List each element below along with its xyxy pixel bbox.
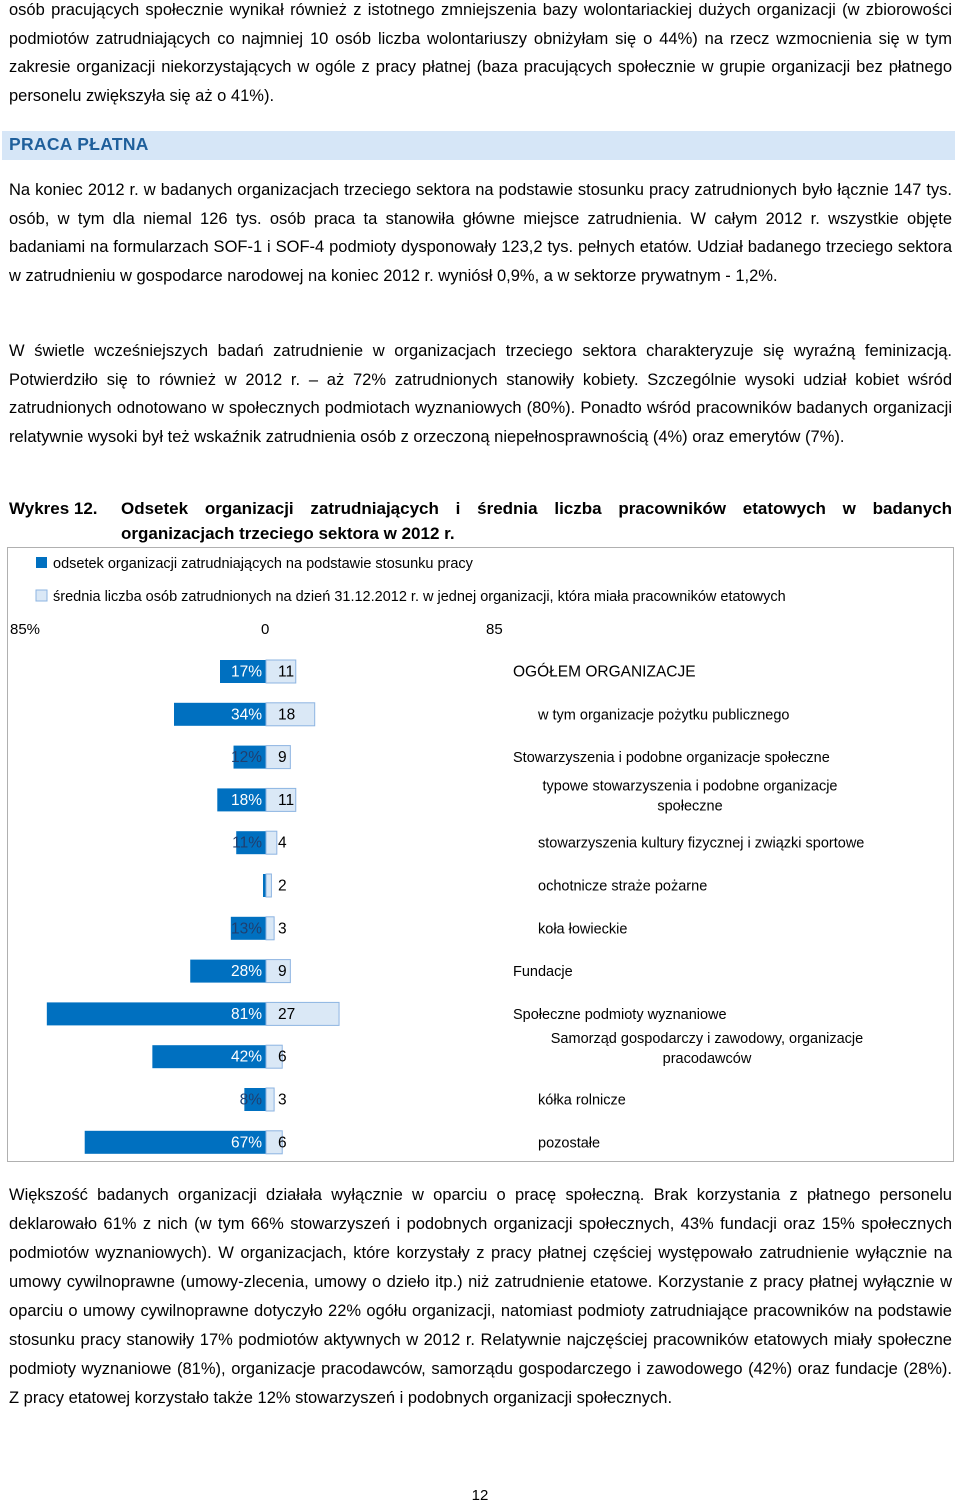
intro-paragraph: osób pracujących społecznie wynikał również z istotnego zmniejszenia bazy wolontariackiej dużych organizacji (w zbiorowości podmiotów zatrudniających co najmniej 10 osób liczba wolontariuszy obniżyłam się o 44%) na rzecz wzmocnienia się w tym zakresie organizacji niekorzystających w ogóle z pracy płatnej (baza pracujących społecznie w grupie organizacji bez płatnego personelu zwiększyła się aż o 41%). [9,1,952,105]
avg-bar-label: 9 [278,749,287,767]
category-label: OGÓŁEM ORGANIZACJE [513,663,696,681]
axis-tick-left: 85% [10,621,41,638]
pct-bar-label: 42% [230,1048,262,1066]
avg-bar-label: 18 [278,706,296,724]
axis-tick-center: 0 [261,621,270,638]
avg-bar-label: 6 [278,1048,287,1066]
category-label: społeczne [657,798,723,815]
legend-label-pct: odsetek organizacji zatrudniających na podstawie stosunku pracy [53,556,473,572]
figure-label: Wykres 12. [9,499,98,518]
chart-frame [7,547,954,1162]
category-label: kółka rolnicze [538,1092,626,1109]
avg-bar-label: 6 [278,1134,287,1152]
category-label: typowe stowarzyszenia i podobne organizacje [542,778,838,795]
pct-bar-label: 81% [230,1005,262,1023]
category-label: Samorząd gospodarczy i zawodowy, organizacje [550,1031,864,1048]
category-label: koła łowieckie [538,921,628,938]
pct-bar-label: 34% [230,706,262,724]
pct-bar-label: 11% [232,834,262,852]
legend-swatch-avg [36,590,47,601]
category-label: pracodawców [662,1051,752,1068]
avg-bar-label: 2 [278,877,287,895]
feminization-paragraph: W świetle wcześniejszych badań zatrudnienie w organizacjach trzeciego sektora charakteryzuje się wyraźną feminizacją. Potwierdziło się to również w 2012 r. – aż 72% zatrudnionych stanowiły kobiety. Szczególnie wysoki udział kobiet wśród zatrudnionych odnotowano w społecznych podmiotach wyznaniowych (80%). Ponadto wśród pracowników badanych organizacji relatywnie wysoki był też wskaźnik zatrudnienia osób z orzeczoną niepełnosprawnością (4%) oraz emerytów (7%). [9,342,952,446]
category-label: w tym organizacje pożytku publicznego [538,707,790,724]
avg-bar-label: 4 [278,834,287,852]
paid-work-paragraph: Większość badanych organizacji działała wyłącznie w oparciu o pracę społeczną. Brak korzystania z płatnego personelu deklarowało 61% z nich (w tym 66% stowarzyszeń i podobnych organizacji społecznych, 43% fundacji oraz 15% społecznych podmiotów wyznaniowych). W organizacjach, które korzystały z pracy płatnej częściej występowało zatrudnienie wyłącznie na umowy cywilnoprawne (umowy-zlecenia, umowy o dzieło itp.) niż zatrudnienie etatowe. Korzystanie z pracy płatnej wyłącznie w oparciu o umowy cywilnoprawne dotyczyło 22% ogółu organizacji, natomiast podmioty zatrudniające pracowników na podstawie stosunku pracy stanowiły 17% podmiotów aktywnych w 2012 r. Relatywnie najczęściej pracowników etatowych miały społeczne podmioty wyznaniowe (81%), organizacje pracodawców, samorządu gospodarczego i zawodowego (42%) oraz fundacje (28%). Z pracy etatowej korzystało także 12% stowarzyszeń i podobnych organizacji społecznych. [9,1186,952,1407]
pct-bar-label: 17% [230,663,262,681]
avg-bar-label: 9 [278,963,287,981]
avg-bar-label: 3 [278,1091,287,1109]
avg-bar [266,917,274,940]
avg-bar-label: 11 [278,663,295,681]
employment-paragraph: Na koniec 2012 r. w badanych organizacjach trzeciego sektora na podstawie stosunku pracy zatrudnionych było łącznie 147 tys. osób, w tym dla niemal 126 tys. osób praca ta stanowiła główne miejsce zatrudnienia. W całym 2012 r. wszystkie objęte badaniami na formularzach SOF-1 i SOF-4 podmioty dysponowały 123,2 tys. pełnych etatów. Udział badanego trzeciego sektora w zatrudnieniu w gospodarce narodowej na koniec 2012 r. wyniósł 0,9%, a w sektorze prywatnym - 1,2%. [9,181,952,285]
category-label: pozostałe [538,1135,601,1152]
figure-title: Odsetek organizacji zatrudniających i średnia liczba pracowników etatowych w badanych organizacjach trzeciego sektora w 2012 r. [121,499,952,543]
page-number: 12 [471,1487,489,1504]
pct-bar-label: 13% [230,920,262,938]
avg-bar-label: 11 [278,791,295,809]
axis-tick-right: 85 [486,621,503,638]
category-label: ochotnicze straże pożarne [538,878,708,895]
avg-bar-label: 27 [278,1005,296,1023]
avg-bar-label: 3 [278,920,287,938]
avg-bar [266,874,271,897]
legend-swatch-pct [36,557,47,568]
category-label: Fundacje [513,964,573,981]
pct-bar-label: 18% [230,791,262,809]
category-label: Stowarzyszenia i podobne organizacje społeczne [513,750,830,767]
avg-bar [266,1002,339,1025]
legend-label-avg: średnia liczba osób zatrudnionych na dzień 31.12.2012 r. w jednej organizacji, która miała pracowników etatowych [53,589,786,605]
pct-bar-label: 67% [230,1134,262,1152]
section-heading: PRACA PŁATNA [9,134,149,154]
diverging-bar-chart [8,548,953,1161]
avg-bar [266,1088,274,1111]
pct-bar-label: 28% [230,963,262,981]
avg-bar [266,831,277,854]
category-label: Społeczne podmioty wyznaniowe [513,1006,727,1023]
category-label: stowarzyszenia kultury fizycznej i związki sportowe [538,835,865,852]
pct-bar-label: 8% [239,1091,262,1109]
pct-bar-label: 12% [230,749,262,767]
section-heading-bar [2,131,955,160]
